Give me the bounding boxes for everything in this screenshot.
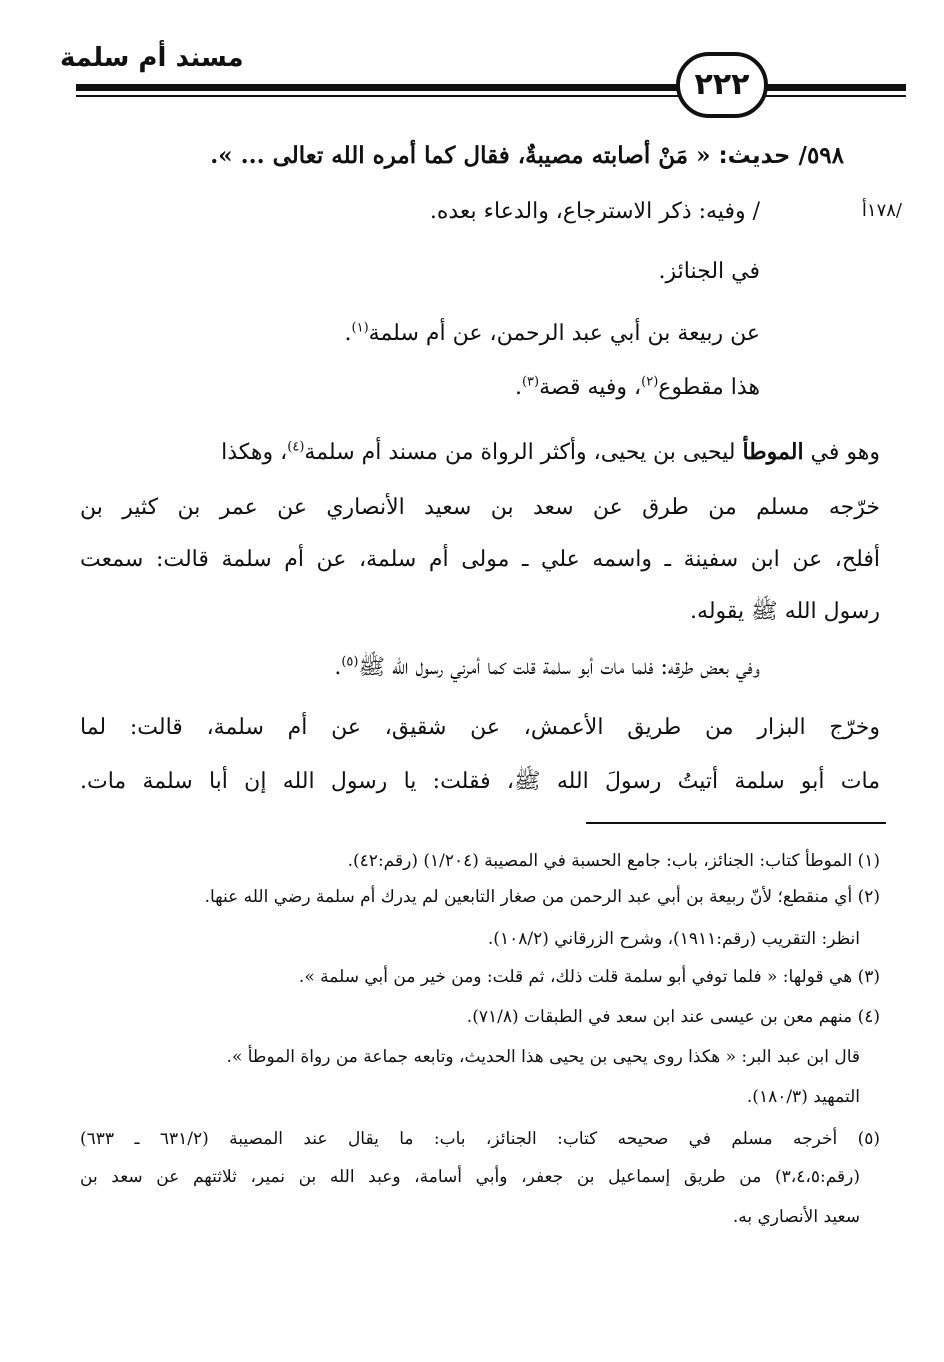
para1-line1-b: ليحيى بن يحيى، وأكثر الرواة من مسند أم سلمة	[304, 440, 743, 465]
footnote-separator	[586, 822, 886, 824]
line-rabia-end: .	[344, 321, 352, 346]
line-maqtu	[160, 368, 760, 408]
footnote-2: (٢) أي منقطع؛ لأنّ ربيعة بن أبي عبد الرحمن من صغار التابعين لم يدرك أم سلمة رضي الله عنها.	[204, 887, 880, 907]
line-maqtu-end: .	[514, 375, 522, 400]
footnote-ref-2: (٢)	[641, 374, 659, 390]
footnote-4-tamhid: التمهيد (١٨٠/٣).	[746, 1087, 860, 1107]
footnote-ref-4: (٤)	[287, 439, 305, 455]
para1-line2: خرّجه مسلم من طرق عن سعد بن سعيد الأنصاري عن عمر بن كثير بن	[80, 495, 880, 520]
footnote-4-quote: قال ابن عبد البر: « هكذا روى يحيى بن يحيى هذا الحديث، وتابعه جماعة من رواة الموطأ ».	[226, 1047, 860, 1067]
footnote-3: (٣) هي قولها: « فلما توفي أبو سلمة قلت ذلك، ثم قلت: ومن خير من أبي سلمة ».	[298, 967, 880, 987]
footnote-1: (١) الموطأ كتاب: الجنائز، باب: جامع الحسبة في المصيبة (١/٢٠٤) (رقم:٤٢).	[347, 851, 880, 871]
footnote-ref-5: (٥)	[341, 654, 359, 670]
footnote-5: (٥) أخرجه مسلم في صحيحه كتاب: الجنائز، باب: ما يقال عند المصيبة (٦٣١/٢ ـ ٦٣٣)	[80, 1129, 881, 1149]
para1-line1	[80, 432, 880, 473]
para1-line1-a: وهو في	[803, 440, 880, 465]
page-number: ٢٢٢	[676, 52, 768, 118]
line-maqtu-text: هذا مقطوع	[658, 375, 760, 400]
para1-line4: رسول الله ﷺ يقوله.	[690, 599, 880, 624]
footnote-4: (٤) منهم معن بن عيسى عند ابن سعد في الطبقات (٧١/٨).	[466, 1007, 880, 1027]
para2-line1-end: .	[334, 655, 342, 680]
header-rule-thin	[76, 95, 906, 97]
header-rule-thick	[76, 84, 906, 91]
footnote-ref-3: (٣)	[521, 374, 540, 390]
para1-line1-c: ، وهكذا	[221, 440, 288, 465]
manuscript-folio-note: /١٧٨أ	[861, 200, 902, 221]
hadith-heading	[84, 136, 844, 176]
muwatta-title: الموطأ	[742, 439, 804, 465]
running-title: مسند أم سلمة	[60, 43, 244, 73]
footnote-ref-1: (١)	[351, 320, 369, 336]
para1-line3: أفلح، عن ابن سفينة ـ واسمه علي ـ مولى أم سلمة، عن أم سلمة قالت: سمعت	[80, 547, 880, 572]
line-rabia-text: عن ربيعة بن أبي عبد الرحمن، عن أم سلمة	[368, 321, 760, 346]
para2-line1-text: وفي بعض طرقه: فلما مات أبو سلمة قلت كما أمرني رسول الله ﷺ	[358, 655, 760, 680]
hadith-text: « مَنْ أصابته مصيبةٌ، فقال كما أمره الله تعالى ... ».	[210, 142, 711, 169]
para3-line1: وخرّج البزار من طريق الأعمش، عن شقيق، عن أم سلمة، قالت: لما	[80, 715, 880, 740]
para3-line2: مات أبو سلمة أتيتُ رسولَ الله ﷺ، فقلت: يا رسول الله إن أبا سلمة مات.	[80, 769, 880, 794]
line-maqtu-qissa: ، وفيه قصة	[539, 375, 642, 400]
footnote-5-line2: (رقم:٣،٤،٥) من طريق إسماعيل بن جعفر، وأبي أسامة، وعبد الله بن نمير، ثلاثتهم عن سعد بن	[80, 1167, 860, 1187]
line-istirja: / وفيه: ذكر الاسترجاع، والدعاء بعده.	[429, 199, 760, 224]
line-rabia	[160, 314, 760, 354]
hadith-number: ٥٩٨/	[798, 142, 844, 169]
line-janaiz: في الجنائز.	[658, 259, 760, 284]
footnote-5-line3: سعيد الأنصاري به.	[732, 1207, 860, 1227]
para2-line1	[60, 648, 760, 688]
footnote-2-continued: انظر: التقريب (رقم:١٩١١)، وشرح الزرقاني (١٠٨/٢).	[487, 929, 860, 949]
hadith-label: حديث:	[718, 143, 791, 169]
